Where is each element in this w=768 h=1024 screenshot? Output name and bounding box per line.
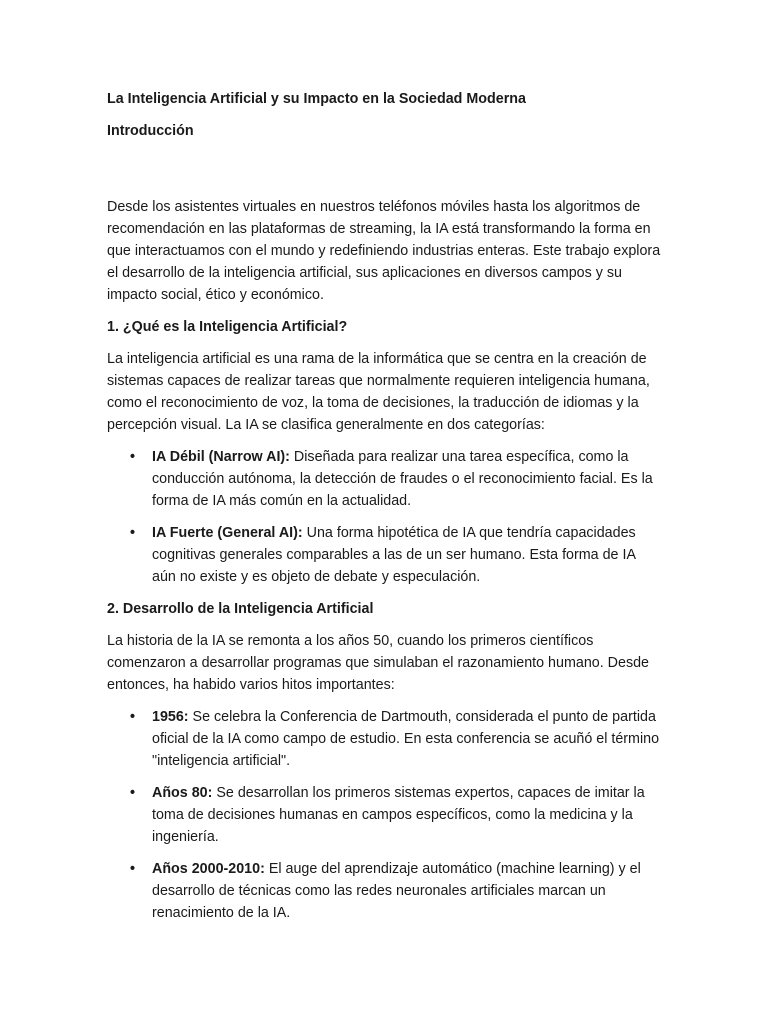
list-item-text: Se celebra la Conferencia de Dartmouth, considerada el punto de partida oficial de la IA como campo de estudio. En esta conferencia se acuñó el término "inteligencia artificial".	[152, 709, 660, 769]
list-item-term: IA Débil (Narrow AI):	[152, 449, 290, 465]
document-page	[107, 88, 663, 934]
list-item	[130, 706, 663, 772]
list-item	[130, 782, 663, 848]
intro-heading: Introducción	[107, 123, 194, 139]
list-item-text: El auge del aprendizaje automático (machine learning) y el desarrollo de técnicas como las redes neuronales artificiales marcan un renacimiento de la IA.	[152, 861, 641, 921]
document-title: La Inteligencia Artificial y su Impacto en la Sociedad Moderna	[107, 91, 526, 107]
bullet-icon: •	[130, 861, 136, 877]
milestones-list	[107, 706, 663, 924]
list-item	[130, 522, 663, 588]
bullet-icon: •	[130, 525, 136, 541]
bullet-icon: •	[130, 709, 136, 725]
list-item	[130, 858, 663, 924]
list-item-text: Diseñada para realizar una tarea específica, como la conducción autónoma, la detección de fraudes o el reconocimiento facial. Es la forma de IA más común en la actualidad.	[152, 449, 653, 509]
bullet-icon: •	[130, 785, 136, 801]
section-1-heading: 1. ¿Qué es la Inteligencia Artificial?	[107, 319, 348, 335]
section-1-paragraph: La inteligencia artificial es una rama de la informática que se centra en la creación de sistemas capaces de realizar tareas que normalmente requieren inteligencia humana, como el reconocimiento de voz, la toma de decisiones, la traducción de idiomas y la percepción visual. La IA se clasifica generalmente en dos categorías:	[107, 351, 650, 433]
intro-paragraph: Desde los asistentes virtuales en nuestros teléfonos móviles hasta los algoritmos de recomendación en las plataformas de streaming, la IA está transformando la forma en que interactuamos con el mundo y redefiniendo industrias enteras. Este trabajo explora el desarrollo de la inteligencia artificial, sus aplicaciones en diversos campos y su impacto social, ético y económico.	[107, 199, 661, 303]
list-item-term: Años 2000-2010:	[152, 861, 265, 877]
section-2-paragraph: La historia de la IA se remonta a los años 50, cuando los primeros científicos comenzaron a desarrollar programas que simulaban el razonamiento humano. Desde entonces, ha habido varios hitos importantes:	[107, 633, 649, 693]
list-item	[130, 446, 663, 512]
ai-types-list	[107, 446, 663, 588]
list-item-term: 1956:	[152, 709, 189, 725]
list-item-text: Una forma hipotética de IA que tendría capacidades cognitivas generales comparables a las de un ser humano. Esta forma de IA aún no existe y es objeto de debate y especulación.	[152, 525, 636, 585]
section-2-heading: 2. Desarrollo de la Inteligencia Artificial	[107, 601, 374, 617]
list-item-term: Años 80:	[152, 785, 213, 801]
bullet-icon: •	[130, 449, 136, 465]
list-item-term: IA Fuerte (General AI):	[152, 525, 303, 541]
list-item-text: Se desarrollan los primeros sistemas expertos, capaces de imitar la toma de decisiones humanas en campos específicos, como la medicina y la ingeniería.	[152, 785, 645, 845]
